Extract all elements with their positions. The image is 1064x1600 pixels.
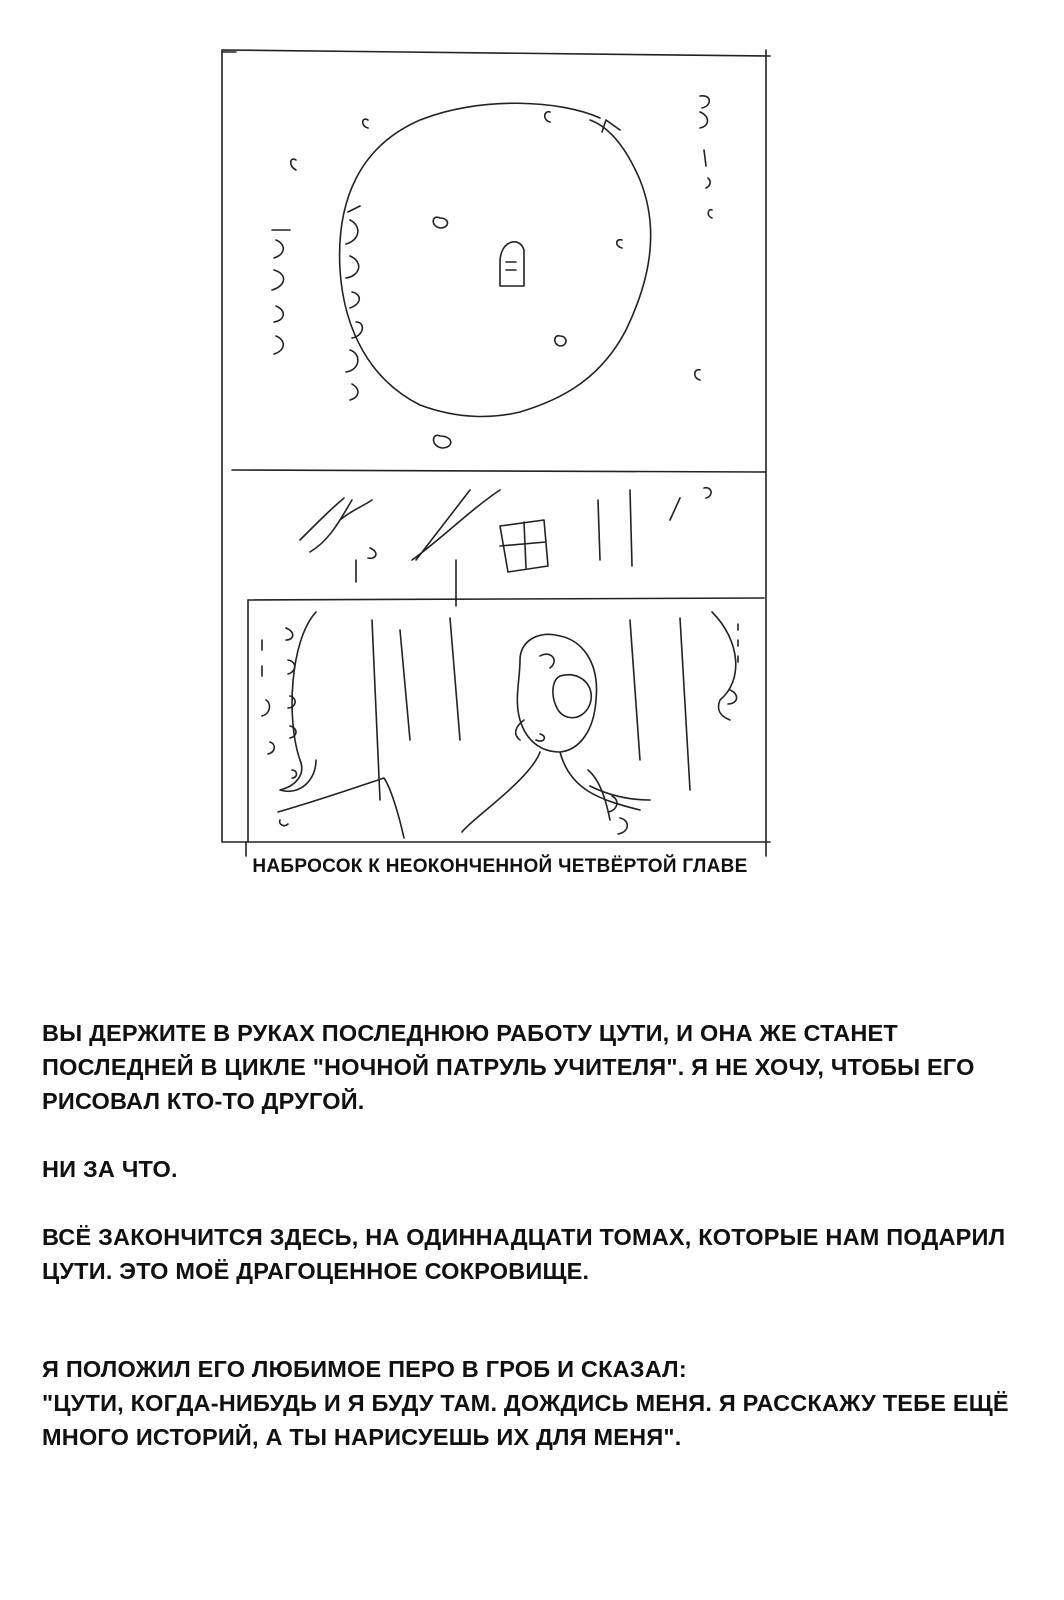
scribble-right (700, 96, 710, 188)
paragraph-5: "ЦУТИ, КОГДА-НИБУДЬ И Я БУДУ ТАМ. ДОЖДИСЬ МЕНЯ. Я РАССКАЖУ ТЕБЕ ЕЩЁ МНОГО ИСТОРИЙ, А ТЫ НАРИСУЕШЬ ИХ ДЛЯ МЕНЯ". (42, 1390, 1009, 1450)
paragraph-1: ВЫ ДЕРЖИТЕ В РУКАХ ПОСЛЕДНЮЮ РАБОТУ ЦУТИ, И ОНА ЖЕ СТАНЕТ ПОСЛЕДНЕЙ В ЦИКЛЕ "НОЧНОЙ ПАТРУЛЬ УЧИТЕЛЯ". Я НЕ ХОЧУ, ЧТОБЫ ЕГО РИСОВАЛ КТО-ТО ДРУГОЙ. (42, 1020, 975, 1114)
panel-divider-2 (248, 598, 764, 600)
afterword-text (42, 1016, 1032, 1454)
middle-panel-sketch (300, 488, 711, 606)
paragraph-4: Я ПОЛОЖИЛ ЕГО ЛЮБИМОЕ ПЕРО В ГРОБ И СКАЗАЛ: (42, 1356, 687, 1382)
sketch-caption: НАБРОСОК К НЕОКОНЧЕННОЙ ЧЕТВЁРТОЙ ГЛАВЕ (252, 856, 748, 877)
speech-bubble-left (280, 612, 316, 791)
teacher-figure (462, 634, 650, 832)
small-figure (500, 242, 524, 286)
scribble-col-1 (346, 206, 362, 400)
scribble-col-2 (272, 230, 290, 354)
panel-divider-1 (232, 470, 766, 472)
moon-circle (340, 103, 651, 416)
background-lines (372, 618, 690, 800)
sketch-frame (222, 50, 770, 842)
paragraph-3: ВСЁ ЗАКОНЧИТСЯ ЗДЕСЬ, НА ОДИННАДЦАТИ ТОМАХ, КОТОРЫЕ НАМ ПОДАРИЛ ЦУТИ. ЭТО МОЁ ДРАГОЦЕННОЕ СОКРОВИЩЕ. (42, 1224, 1006, 1284)
paragraph-2: НИ ЗА ЧТО. (42, 1156, 178, 1182)
